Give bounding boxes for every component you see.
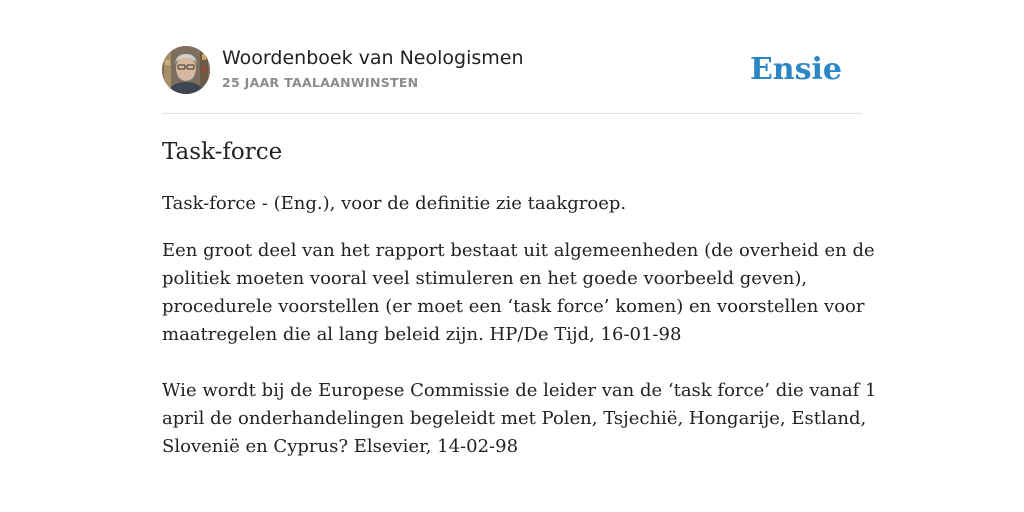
site-subtitle: 25 JAAR TAALAANWINSTEN: [222, 75, 419, 90]
entry-card: [162, 0, 877, 512]
quote-line: maatregelen die al lang beleid zijn. HP/De Tijd, 16-01-98: [162, 324, 682, 345]
citation-quote-1: [162, 237, 875, 349]
quote-line: procedurele voorstellen (er moet een ‘task force’ komen) en voorstellen voor: [162, 296, 865, 317]
site-header: [162, 46, 862, 96]
entry-title: Task-force: [162, 139, 283, 165]
ensie-logo[interactable]: Ensie: [749, 52, 842, 87]
quote-line: Een groot deel van het rapport bestaat uit algemeenheden (de overheid en de: [162, 240, 875, 261]
quote-line: Slovenië en Cyprus? Elsevier, 14-02-98: [162, 436, 519, 457]
quote-line: Wie wordt bij de Europese Commissie de leider van de ‘task force’ die vanaf 1: [162, 380, 877, 401]
author-portrait-icon[interactable]: [162, 46, 210, 94]
quote-line: april de onderhandelingen begeleidt met Polen, Tsjechië, Hongarije, Estland,: [162, 408, 867, 429]
site-title[interactable]: Woordenboek van Neologismen: [222, 47, 524, 69]
entry-definition: Task-force - (Eng.), voor de definitie zie taakgroep.: [162, 193, 627, 214]
avatar-image: [162, 46, 210, 94]
header-divider: [162, 113, 862, 114]
quote-line: politiek moeten vooral veel stimuleren en het goede voorbeeld geven),: [162, 268, 808, 289]
citation-quote-2: [162, 377, 877, 461]
